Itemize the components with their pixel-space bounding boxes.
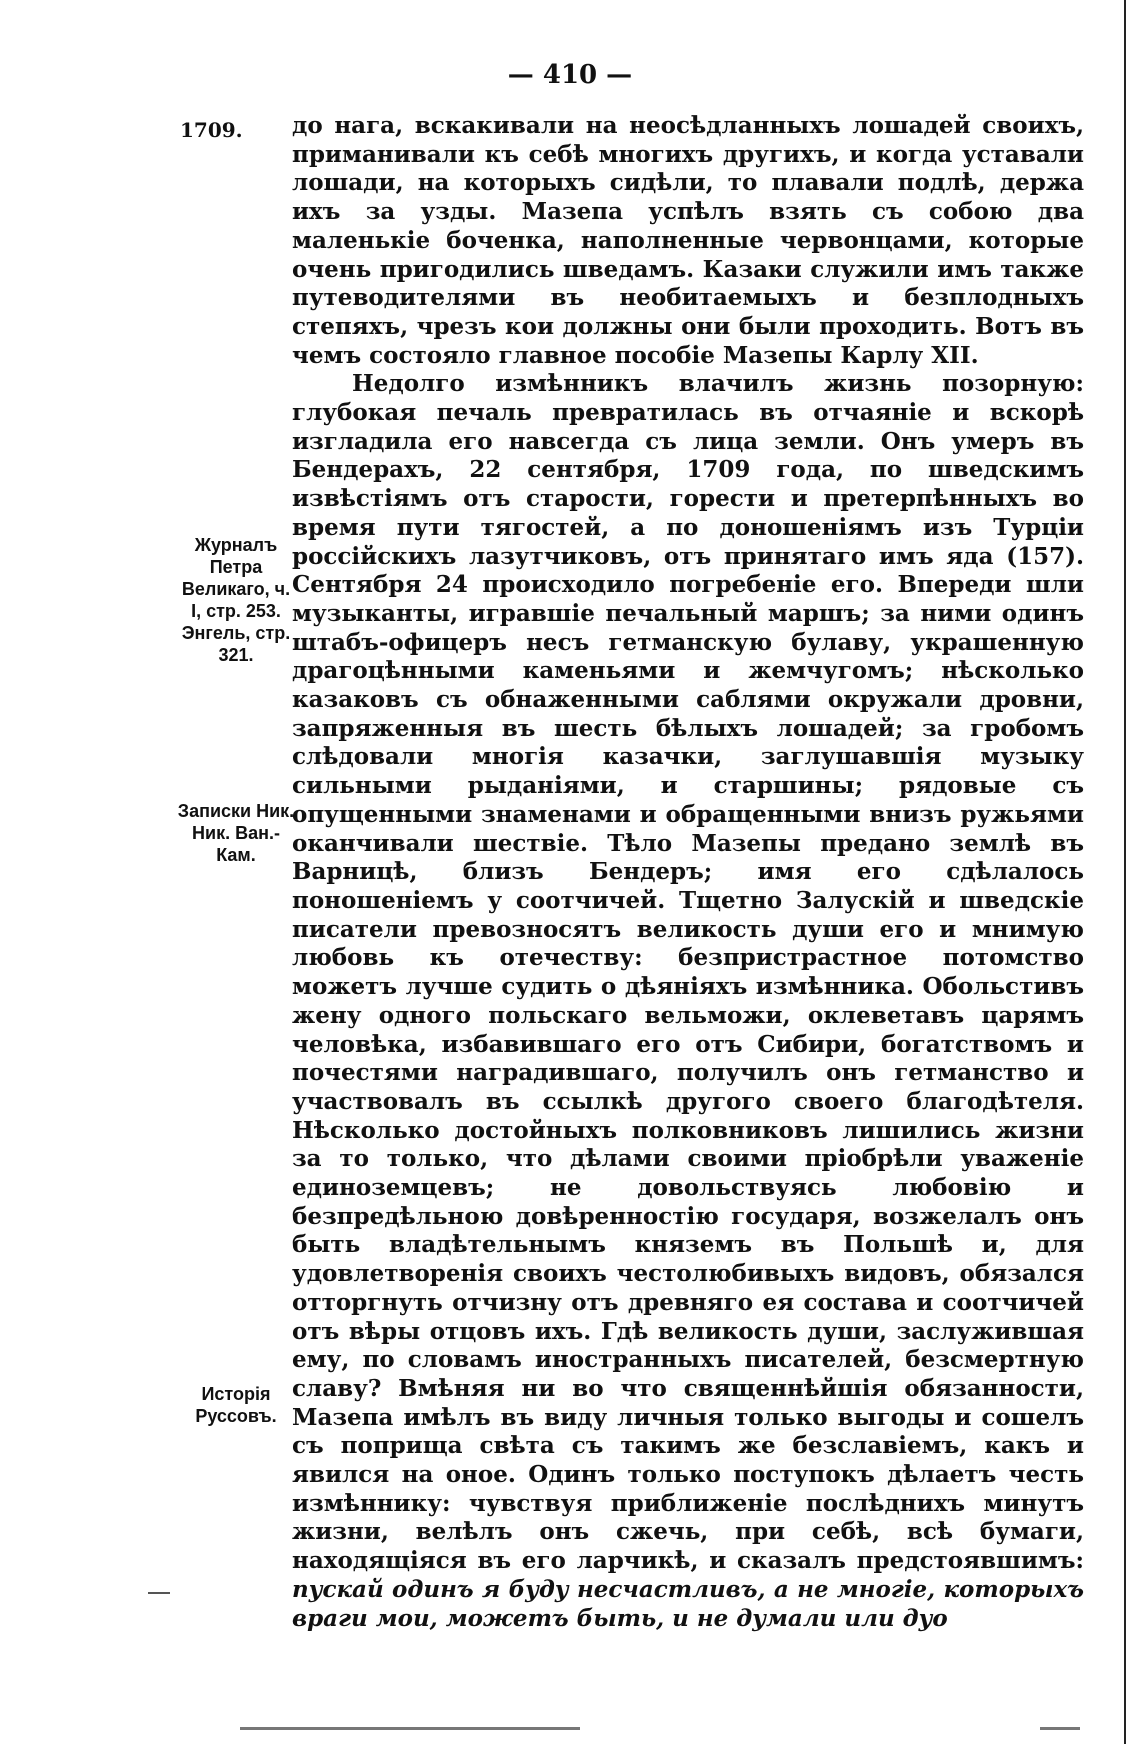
margin-note-journal: Журналъ Петра Великаго, ч. I, стр. 253. Энгель, стр. 321. <box>181 535 291 665</box>
margin-note-zapiski: Записки Ник. Ник. Ван.-Кам. <box>177 801 295 865</box>
page-edge-line <box>1124 0 1126 1744</box>
paragraph-2-text: Недолго измѣнникъ влачилъ жизнь позорную: глубокая печаль превратилась въ отчаяніе и вскорѣ изгладила его навсегда съ лица земли. Онъ умеръ въ Бендерахъ, 22 сентября, 1709 года, по шведскимъ извѣстіямъ отъ старости, горести и претерпѣнныхъ во время пути тягостей, а по доношеніямъ изъ Турціи россійскихъ лазутчиковъ, отъ принятаго имъ яда (157). Сентября 24 происходило погребеніе его. Впереди шли музыканты, игравшіе печальный маршъ; за ними одинъ штабъ-офицеръ несъ гетманскую булаву, украшенную драгоцѣнными каменьями и жемчугомъ; нѣсколько казаковъ съ обнаженными саблями окружали дровни, запряженныя въ шесть бѣлыхъ лошадей; за гробомъ слѣдовали многія казачки, заглушавшія музыку сильными рыданіями, и старшины; рядовые съ опущенными знаменами и обращенными внизъ ружьями оканчивали шествіе. Тѣло Мазепы предано землѣ въ Варницѣ, близъ Бендеръ; имя его сдѣлалось поношеніемъ у соотчичей. Тщетно Залускій и шведскіе писатели превозносятъ великость души его и мнимую любовь къ отечеству: безпристрастное потомство можетъ лучше судить о дѣяніяхъ измѣнника. Обольстивъ жену одного польскаго вельможи, оклеветавъ царямъ человѣка, избавившаго его отъ Сибири, богатствомъ и почестями наградившаго, получилъ онъ гетманство и участвовалъ въ ссылкѣ другого своего благодѣтеля. Нѣсколько достойныхъ полковниковъ лишились жизни за то только, что дѣлами своими пріобрѣли уваженіе единоземцевъ; не довольствуясь любовію и безпредѣльною довѣренностію государя, возжелалъ онъ быть владѣтельнымъ княземъ въ Польшѣ и, для удовлетворенія своихъ честолюбивыхъ видовъ, обязался отторгнуть отчизну отъ древняго ея состава и соотчичей отъ вѣры отцовъ ихъ. Гдѣ великость души, заслужившая ему, по словамъ иностранныхъ писателей, безсмертную славу? Вмѣняя ни во что священнѣйшія обязанности, Мазепа имѣлъ въ виду личныя только выгоды и сошелъ съ поприща свѣта съ такимъ же безславіемъ, какъ и явился на оное. Одинъ только поступокъ дѣлаетъ честь измѣннику: чувствуя приближеніе послѣднихъ минутъ жизни, велѣлъ онъ сжечь, при себѣ, всѣ бумаги, находящіяся въ его ларчикѣ, и сказалъ предстоявшимъ: <box>292 370 1084 1575</box>
page-number: — 410 — <box>507 60 633 90</box>
paragraph-1: до нага, вскакивали на неосѣдланныхъ лошадей своихъ, приманивали къ себѣ многихъ другихъ, и когда уставали лошади, на которыхъ сидѣли, то плавали подлѣ, держа ихъ за узды. Мазепа успѣлъ взять съ собою два маленькіе боченка, наполненные червонцами, которые очень пригодились шведамъ. Казаки служили имъ также путеводителями въ необитаемыхъ и безплодныхъ степяхъ, чрезъ кои должны они были проходить. Вотъ въ чемъ состояло главное пособіе Мазепы Карлу XII. <box>292 112 1084 369</box>
paragraph-2-quote: пускай одинъ я буду несчастливъ, а не многіе, которыхъ враги мои, можетъ быть, и не думали или дуо <box>292 1575 1084 1632</box>
margin-note-istoria: Исторія Руссовъ. <box>195 1384 277 1426</box>
margin-year: 1709. <box>180 118 243 142</box>
paragraph-2 <box>292 370 1084 1633</box>
bottom-bleed-mark-right <box>1040 1727 1080 1730</box>
main-text-column <box>292 112 1084 1633</box>
margin-tick-mark <box>148 1592 170 1594</box>
bottom-bleed-mark <box>240 1727 580 1730</box>
